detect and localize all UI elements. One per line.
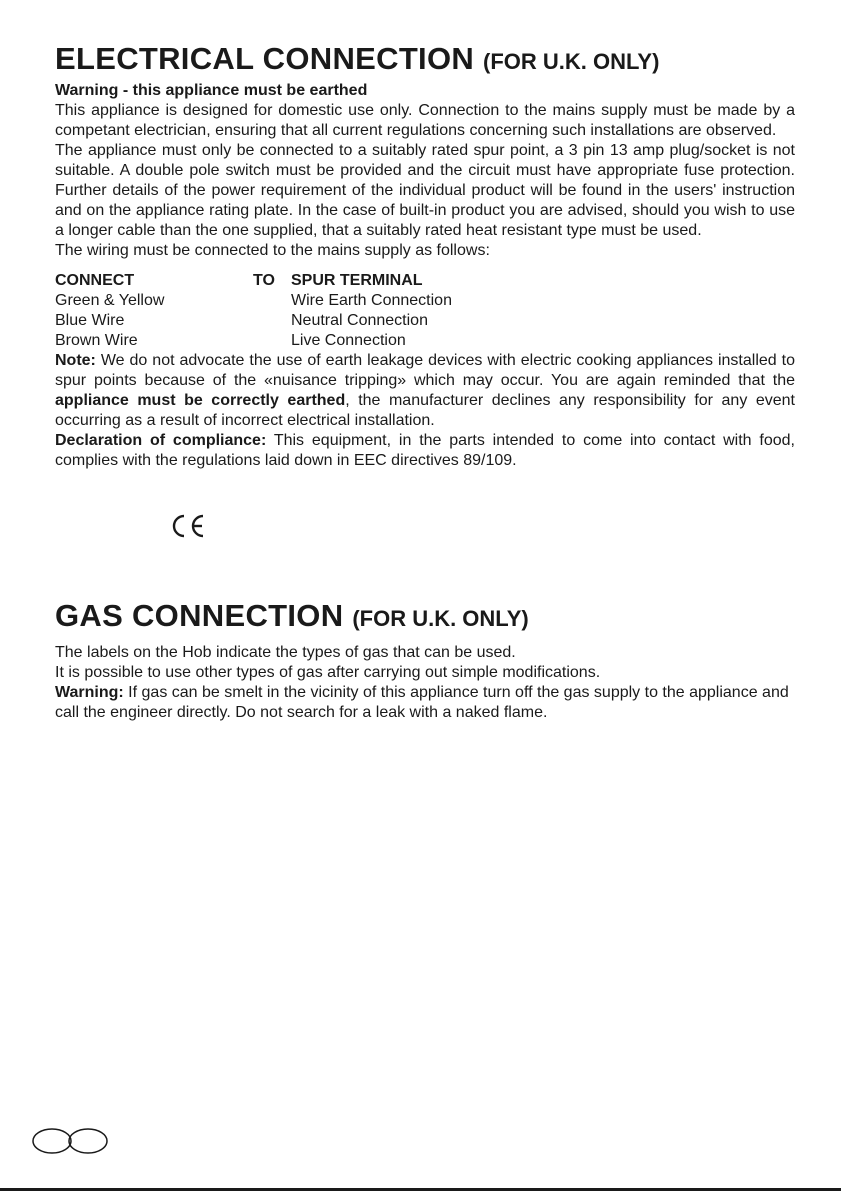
note-text-1: We do not advocate the use of earth leakage devices with electric cooking appliances installed to spur points because of the «nuisance tripping» which may occur. You are again reminded that the [55,352,795,390]
gas-warning-label: Warning: [55,684,124,702]
document-page [55,42,795,723]
wiring-header-terminal: SPUR TERMINAL [291,272,423,290]
language-code-ovals-icon [30,1126,110,1156]
earthing-warning-title: Warning - this appliance must be earthed [55,82,368,100]
note-text-2: , the manufacturer declines any responsibility for any event occurring as a result of incorrect electrical installation. [55,392,796,430]
wire-name: Green & Yellow [55,292,165,310]
earth-leakage-note [55,351,795,431]
wiring-table [55,271,795,351]
wiring-table-header [55,271,795,291]
electrical-title: ELECTRICAL CONNECTION [55,41,475,76]
declaration-label: Declaration of compliance: [55,432,267,450]
gas-warning [55,683,795,723]
wiring-header-to: TO [253,272,275,290]
gas-line-1: The labels on the Hob indicate the types of gas that can be used. [55,644,516,662]
wiring-row [55,311,795,331]
gas-warning-text: If gas can be smelt in the vicinity of this appliance turn off the gas supply to the appliance and call the engineer directly. Do not search for a leak with a naked flame. [55,684,789,722]
gas-title-suffix: (FOR U.K. ONLY) [352,606,529,632]
note-emphasis: appliance must be correctly earthed [55,392,346,410]
gas-connection-body [55,643,795,723]
wire-terminal: Live Connection [291,332,406,350]
electrical-paragraph-1: This appliance is designed for domestic use only. Connection to the mains supply must be made by a competant electrician, ensuring that all current regulations concerning such installations are observed. [55,102,795,140]
electrical-paragraph-3: The wiring must be connected to the mains supply as follows: [55,242,490,260]
declaration-of-compliance [55,431,795,471]
electrical-paragraph-2: The appliance must only be connected to a suitably rated spur point, a 3 pin 13 amp plug/socket is not suitable. A double pole switch must be provided and the circuit must have appropriate fuse protection. Further details of the power requirement of the individual product will be found in the users' instruction and on the appliance rating plate. In the case of built-in product you are advised, should you wish to use a longer cable than the one supplied, that a suitably rated heat resistant type must be used. [55,142,795,240]
note-label: Note: [55,352,96,370]
wire-name: Blue Wire [55,312,125,330]
wiring-header-connect: CONNECT [55,272,135,290]
declaration-text: This equipment, in the parts intended to come into contact with food, complies with the regulations laid down in EEC directives 89/109. [55,432,795,470]
gas-title: GAS CONNECTION [55,598,344,634]
electrical-connection-heading [55,42,795,76]
wire-name: Brown Wire [55,332,138,350]
wire-terminal: Wire Earth Connection [291,292,452,310]
wire-terminal: Neutral Connection [291,312,428,330]
electrical-title-suffix: (FOR U.K. ONLY) [483,49,660,74]
gas-connection-heading [55,599,795,633]
wiring-row [55,291,795,311]
ce-mark-icon [167,511,207,541]
gas-line-2: It is possible to use other types of gas after carrying out simple modifications. [55,664,601,682]
wiring-row [55,331,795,351]
